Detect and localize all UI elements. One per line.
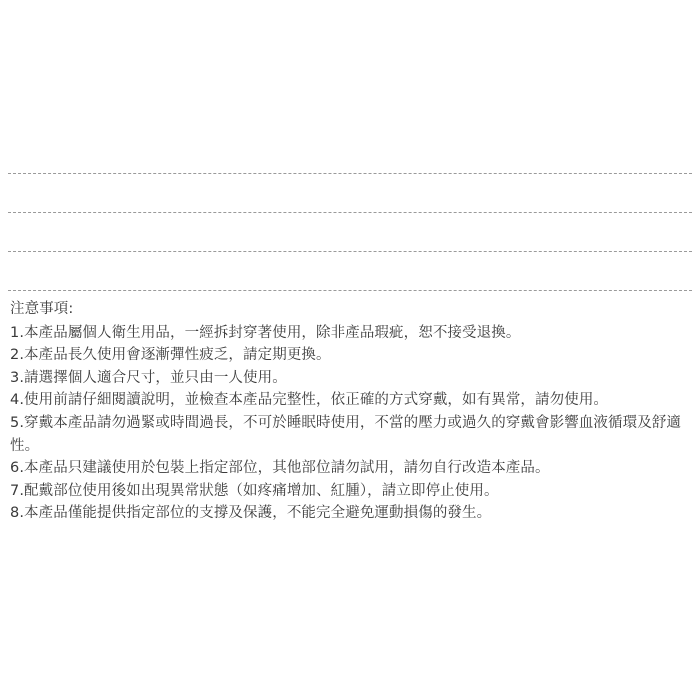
note-item-2: 2.本產品長久使用會逐漸彈性疲乏，請定期更換。 — [10, 347, 331, 364]
dashed-divider-1 — [8, 173, 692, 174]
note-item-5: 5.穿戴本產品請勿過緊或時間過長，不可於睡眠時使用，不當的壓力或過久的穿戴會影響血液循環及舒適性。 — [10, 414, 682, 454]
note-item-4: 4.使用前請仔細閱讀說明，並檢查本產品完整性，依正確的方式穿戴，如有異常，請勿使用。 — [10, 392, 609, 409]
notes-title: 注意事項: — [10, 301, 74, 317]
notes-section — [10, 298, 692, 525]
dashed-divider-2 — [8, 212, 692, 213]
dashed-divider-4 — [8, 290, 692, 291]
note-item-8: 8.本產品僅能提供指定部位的支撐及保護，不能完全避免運動損傷的發生。 — [10, 505, 492, 522]
note-item-7: 7.配戴部位使用後如出現異常狀態（如疼痛增加、紅腫），請立即停止使用。 — [10, 482, 499, 499]
note-item-1: 1.本產品屬個人衛生用品，一經拆封穿著使用，除非產品瑕疵，恕不接受退換。 — [10, 324, 521, 341]
note-item-3: 3.請選擇個人適合尺寸，並只由一人使用。 — [10, 369, 287, 386]
note-item-6: 6.本產品只建議使用於包裝上指定部位，其他部位請勿試用，請勿自行改造本產品。 — [10, 460, 550, 477]
dashed-divider-3 — [8, 251, 692, 252]
